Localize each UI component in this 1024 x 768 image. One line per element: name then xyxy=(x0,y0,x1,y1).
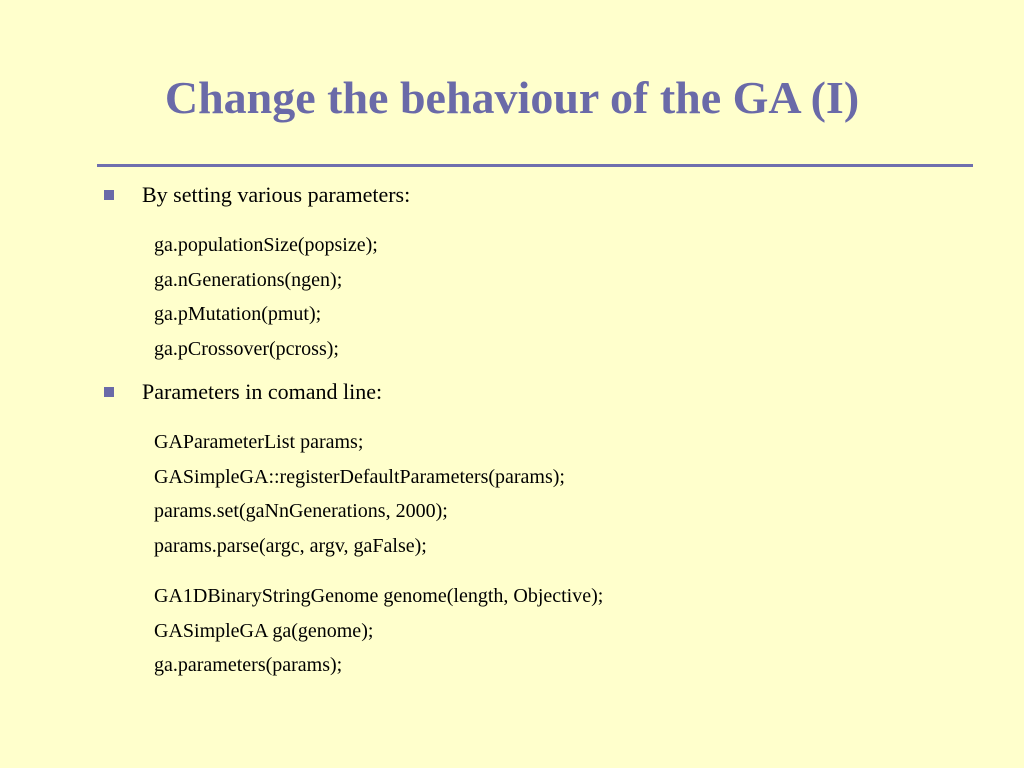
slide-title: Change the behaviour of the GA (I) xyxy=(164,72,860,123)
bullet-item-command-line xyxy=(104,378,382,406)
code-block-genome xyxy=(154,579,603,683)
title-divider xyxy=(97,164,973,167)
code-line: ga.pMutation(pmut); xyxy=(154,303,322,325)
code-block-parameters xyxy=(154,228,378,366)
code-line: GASimpleGA ga(genome); xyxy=(154,619,374,642)
code-line: ga.nGenerations(ngen); xyxy=(154,268,343,291)
code-line: GASimpleGA::registerDefaultParameters(params); xyxy=(154,465,565,488)
code-line: ga.populationSize(popsize); xyxy=(154,234,378,256)
code-line: GAParameterList params; xyxy=(154,431,364,453)
bullet-item-setting-parameters xyxy=(104,181,410,209)
code-block-parameter-list xyxy=(154,425,565,563)
bullet-text: Parameters in comand line: xyxy=(142,379,383,404)
code-line: ga.pCrossover(pcross); xyxy=(154,337,339,360)
bullet-text: By setting various parameters: xyxy=(142,182,411,207)
code-line: GA1DBinaryStringGenome genome(length, Objective); xyxy=(154,585,604,607)
code-line: params.parse(argc, argv, gaFalse); xyxy=(154,534,427,557)
code-line: ga.parameters(params); xyxy=(154,654,343,676)
code-line: params.set(gaNnGenerations, 2000); xyxy=(154,500,448,522)
square-bullet-icon xyxy=(104,190,114,200)
square-bullet-icon xyxy=(104,387,114,397)
